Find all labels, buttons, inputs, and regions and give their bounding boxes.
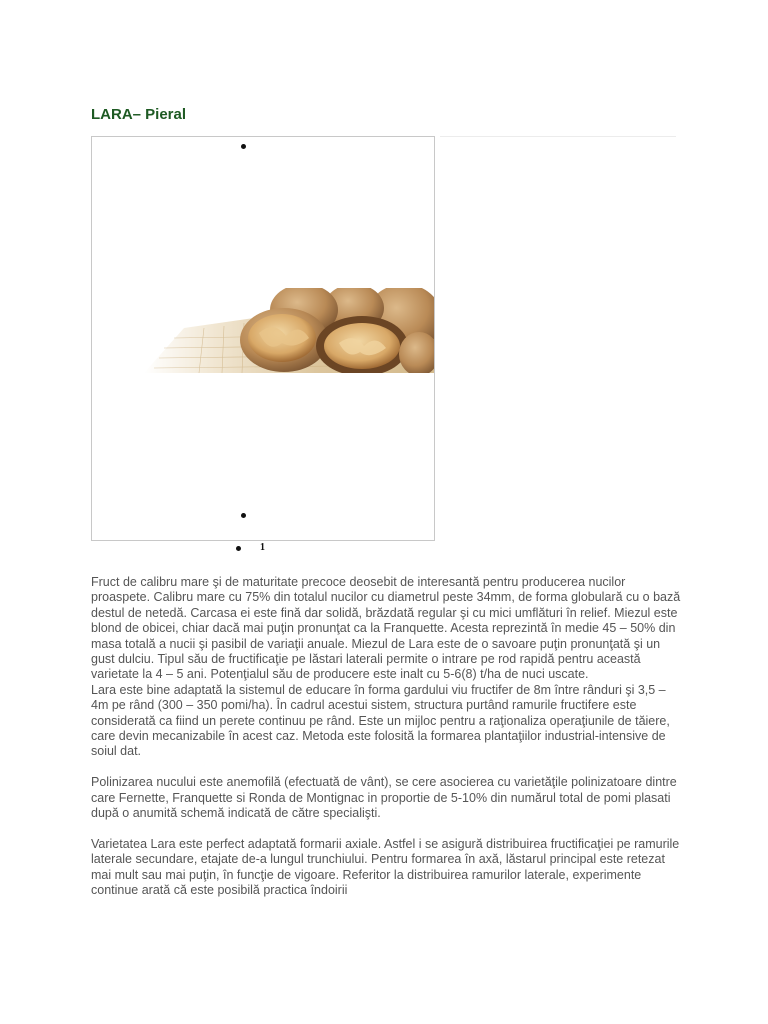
page-title: LARA– Pieral bbox=[91, 106, 187, 123]
paragraph: Fruct de calibru mare şi de maturitate precoce deosebit de interesantă pentru producerea nucilor proaspete. Calibru mare cu 75% din totalul nucilor cu diametrul peste 34mm, de forma globulară cu o bază destul de netedă. Carcasa ei este fină dar solidă, brăzdată regular şi cu mici umflături în relief. Miezul este blond de obicei, chiar dacă mai puţin pronunţat ca la Franquette. Acesta reprezintă în medie 45 – 50% din masa totală a nucii şi pasibil de variaţii anuale. Miezul de Lara este de o savoare puţin pronunţată şi un gust dulciu. Tipul său de fructificaţie pe lăstari laterali permite o intrare pe rod rapidă pentru această varietate la 4 – 5 ani. Potenţialul său de producere este inalt cu 5-6(8) t/ha de nuci uscate. bbox=[91, 575, 681, 682]
paragraph: Lara este bine adaptată la sistemul de educare în forma gardului viu fructifer de 8m între rânduri şi 3,5 – 4m pe rând (300 – 350 pomi/ha). În cadrul acestui sistem, structura purtând ramurile fructifere este considerată ca fiind un perete continuu pe rând. Este un mijloc pentru a raţionaliza operaţiunile de tăiere, care devin mecanizabile în acest caz. Metoda este folosită la formarea plantaţiilor industrial-intensive de soiul dat. bbox=[91, 682, 670, 759]
bullet-marker bbox=[241, 144, 246, 149]
bullet-marker bbox=[236, 546, 241, 551]
caption-number: 1 bbox=[260, 542, 265, 553]
walnut-photo bbox=[104, 288, 434, 373]
figure-frame bbox=[91, 136, 435, 541]
bullet-marker bbox=[241, 513, 246, 518]
title-divider bbox=[440, 136, 676, 137]
paragraph: Varietatea Lara este perfect adaptată formarii axiale. Astfel i se asigură distribuirea fructificaţiei pe ramurile laterale secundare, etajate de-a lungul trunchiului. Pentru formarea în axă, lăstarul principal este retezat mai mult sau mai puţin, în funcţie de vigoare. Referitor la distribuirea ramurilor laterale, experimente continue arată că este posibilă practica îndoirii bbox=[91, 836, 680, 898]
paragraph: Polinizarea nucului este anemofilă (efectuată de vânt), se cere asocierea cu varietăţile polinizatoare dintre care Fernette, Franquette si Ronda de Montignac in proportie de 5-10% din numărul total de pomi plasati după o anumită schemă indicată de către specialişti. bbox=[91, 775, 677, 821]
walnuts-on-burlap-photo bbox=[104, 288, 434, 373]
article-body bbox=[91, 575, 681, 899]
